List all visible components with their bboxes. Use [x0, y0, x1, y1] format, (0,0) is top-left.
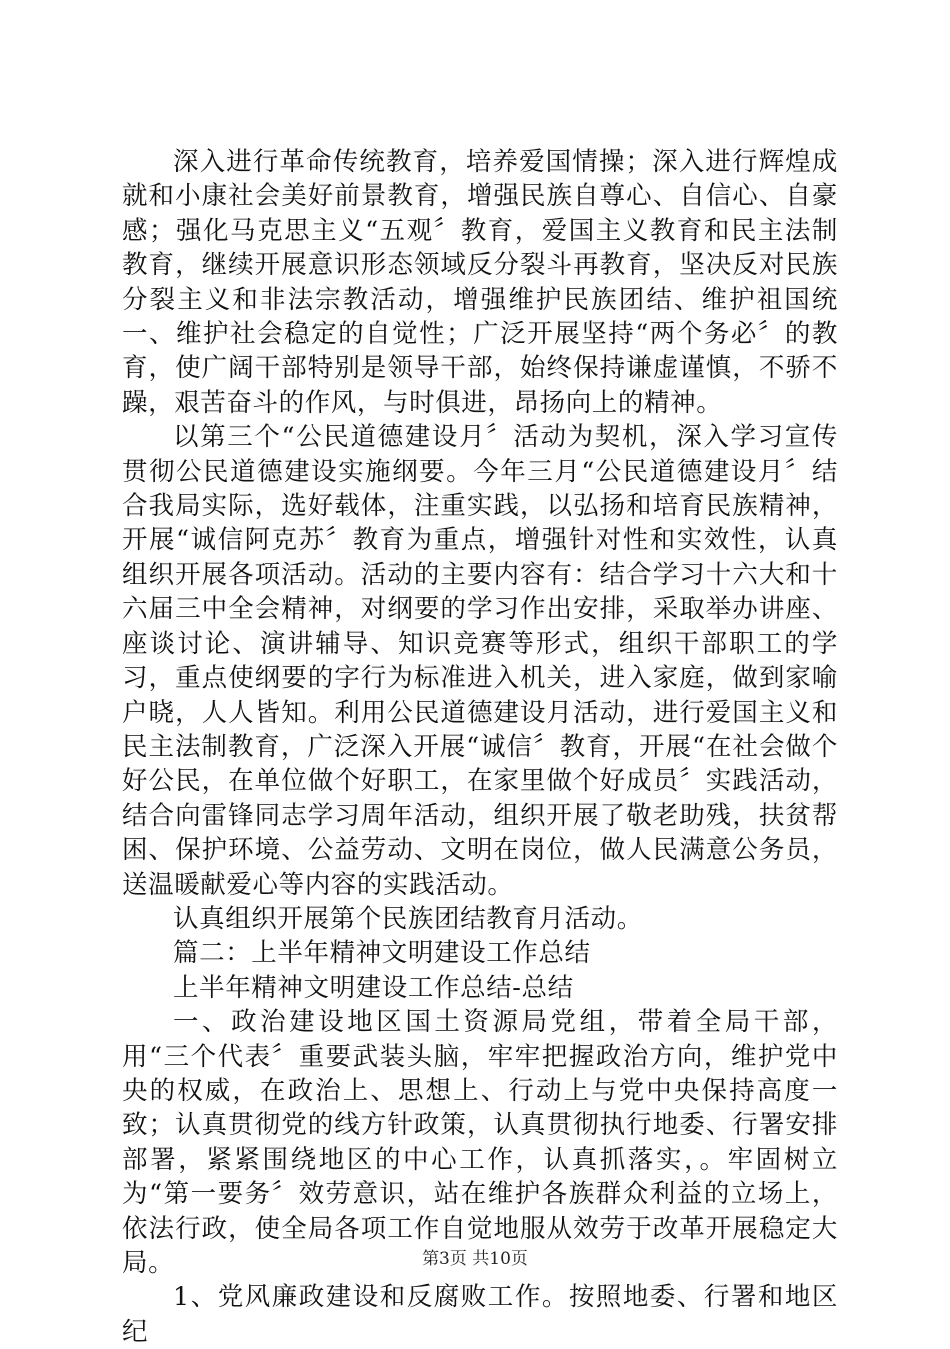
- paragraph: 一、政治建设地区国土资源局党组，带着全局干部，用“三个代表〞重要武装头脑，牢牢把握政治方向，维护党中央的权威，在政治上、思想上、行动上与党中央保持高度一致；认真贯彻党的线方针政策，认真贯彻执行地委、行署安排部署，紧紧围绕地区的中心工作，认真抓落实，。牢固树立为“第一要务〞效劳意识，站在维护各族群众利益的立场上，依法行政，使全局各项工作自觉地服从效劳于改革开展稳定大局。: [122, 1007, 838, 1278]
- section-heading: 篇二：上半年精神文明建设工作总结: [173, 938, 591, 969]
- document-body: [122, 145, 838, 1349]
- paragraph: 深入进行革命传统教育，培养爱国情操；深入进行辉煌成就和小康社会美好前景教育，增强民族自尊心、自信心、自豪感；强化马克思主义“五观〞教育，爱国主义教育和民主法制教育，继续开展意识形态领域反分裂斗再教育，坚决反对民族分裂主义和非法宗教活动，增强维护民族团结、维护祖国统一、维护社会稳定的自觉性；广泛开展坚持“两个务必〞的教育，使广阔干部特别是领导干部，始终保持谦虚谨慎，不骄不躁，艰苦奋斗的作风，与时俱进，昂扬向上的精神。: [122, 147, 838, 418]
- page-number-footer: 第3页 共10页: [422, 1249, 528, 1269]
- document-title: 上半年精神文明建设工作总结-总结: [173, 972, 574, 1003]
- paragraph: 1、党风廉政建设和反腐败工作。按照地委、行署和地区纪: [122, 1282, 838, 1347]
- paragraph: 认真组织开展第个民族团结教育月活动。: [173, 903, 643, 934]
- paragraph: 以第三个“公民道德建设月〞活动为契机，深入学习宣传贯彻公民道德建设实施纲要。今年三月“公民道德建设月〞结合我局实际，选好载体，注重实践，以弘扬和培育民族精神，开展“诚信阿克苏〞教育为重点，增强针对性和实效性，认真组织开展各项活动。活动的主要内容有：结合学习十六大和十六届三中全会精神，对纲要的学习作出安排，采取举办讲座、座谈讨论、演讲辅导、知识竞赛等形式，组织干部职工的学习，重点使纲要的字行为标准进入机关，进入家庭，做到家喻户晓，人人皆知。利用公民道德建设月活动，进行爱国主义和民主法制教育，广泛深入开展“诚信〞教育，开展“在社会做个好公民，在单位做个好职工，在家里做个好成员〞实践活动，结合向雷锋同志学习周年活动，组织开展了敬老助残，扶贫帮困、保护环境、公益劳动、文明在岗位，做人民满意公务员，送温暖献爱心等内容的实践活动。: [122, 422, 838, 900]
